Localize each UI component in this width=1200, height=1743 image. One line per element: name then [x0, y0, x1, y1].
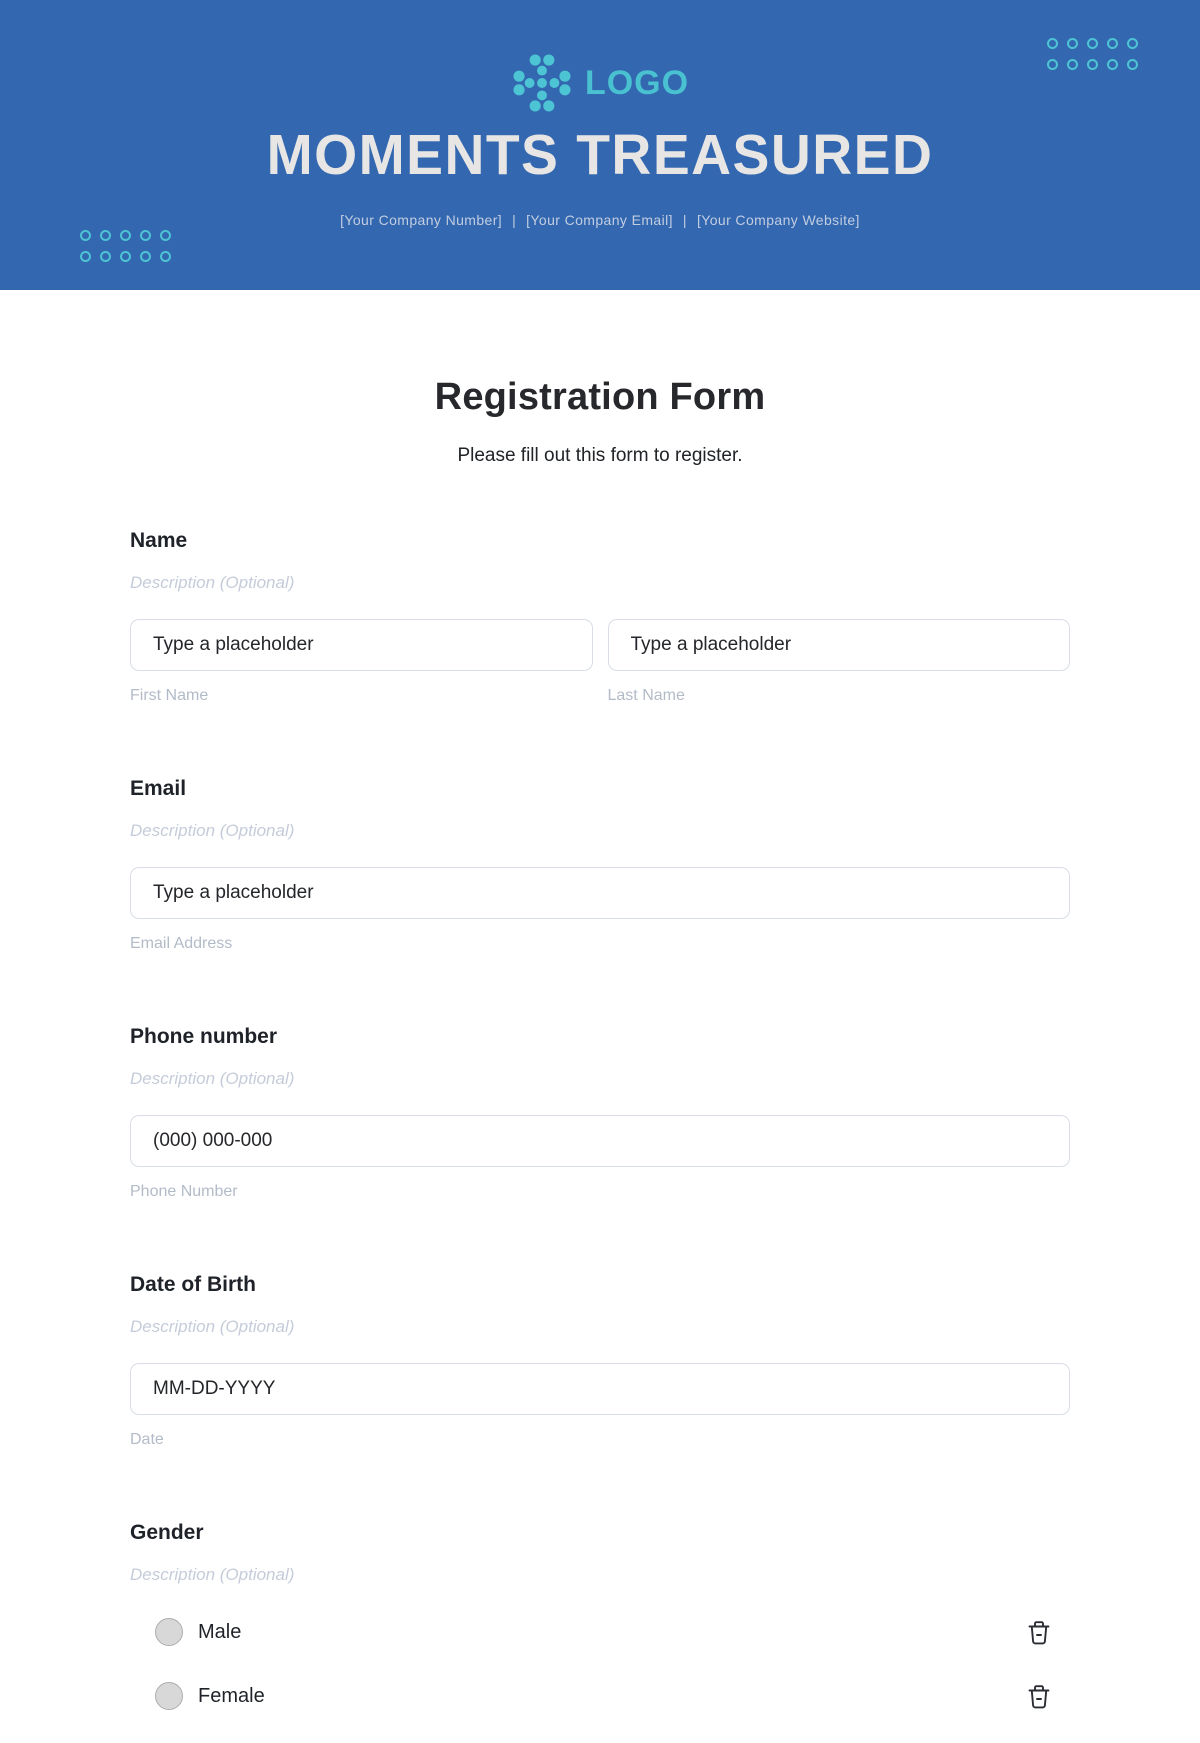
- header-banner: [0, 0, 1200, 290]
- company-name: MOMENTS TREASURED: [266, 123, 934, 187]
- section-date-of-birth: [130, 1273, 1070, 1449]
- email-description: Description (Optional): [130, 821, 295, 840]
- logo-icon: [511, 52, 573, 114]
- gender-description: Description (Optional): [130, 1565, 295, 1584]
- section-name: [130, 529, 1070, 705]
- contact-separator: |: [682, 212, 687, 228]
- name-description: Description (Optional): [130, 573, 295, 592]
- section-gender: [130, 1521, 1070, 1713]
- company-number: [Your Company Number]: [340, 212, 503, 228]
- trash-icon: [1027, 1683, 1051, 1710]
- section-phone: [130, 1025, 1070, 1201]
- dob-description: Description (Optional): [130, 1317, 295, 1336]
- section-email: [130, 777, 1070, 953]
- dots-decoration-top-right: [1047, 38, 1138, 70]
- email-sublabel: Email Address: [130, 935, 233, 952]
- male-radio-button[interactable]: [155, 1618, 183, 1646]
- email-heading: Email: [130, 777, 187, 800]
- gender-option-male: [130, 1615, 1070, 1649]
- form-subtitle: Please fill out this form to register.: [457, 445, 743, 466]
- company-website: [Your Company Website]: [696, 212, 860, 228]
- delete-female-option-button[interactable]: [1026, 1682, 1052, 1710]
- date-sublabel: Date: [130, 1431, 164, 1448]
- last-name-input[interactable]: [608, 619, 1071, 671]
- date-input[interactable]: [130, 1363, 1070, 1415]
- last-name-sublabel: Last Name: [607, 687, 685, 704]
- first-name-input[interactable]: [130, 619, 593, 671]
- logo-text: LOGO: [584, 63, 690, 102]
- company-contact-line: [0, 212, 1200, 228]
- contact-separator: |: [512, 212, 517, 228]
- registration-form: [130, 290, 1070, 1743]
- first-name-sublabel: First Name: [130, 687, 209, 704]
- phone-heading: Phone number: [130, 1025, 278, 1048]
- phone-input[interactable]: [130, 1115, 1070, 1167]
- logo: [0, 0, 1200, 114]
- company-email: [Your Company Email]: [526, 212, 673, 228]
- gender-option-female: [130, 1679, 1070, 1713]
- trash-icon: [1027, 1619, 1051, 1646]
- email-input[interactable]: [130, 867, 1070, 919]
- form-title: Registration Form: [434, 376, 766, 418]
- female-radio-button[interactable]: [155, 1682, 183, 1710]
- phone-sublabel: Phone Number: [130, 1183, 238, 1200]
- name-heading: Name: [130, 529, 188, 552]
- dob-heading: Date of Birth: [130, 1273, 256, 1296]
- phone-description: Description (Optional): [130, 1069, 295, 1088]
- male-option-label: Male: [198, 1620, 242, 1643]
- delete-male-option-button[interactable]: [1026, 1618, 1052, 1646]
- dots-decoration-bottom-left: [80, 230, 171, 262]
- gender-heading: Gender: [130, 1521, 204, 1544]
- female-option-label: Female: [198, 1684, 265, 1707]
